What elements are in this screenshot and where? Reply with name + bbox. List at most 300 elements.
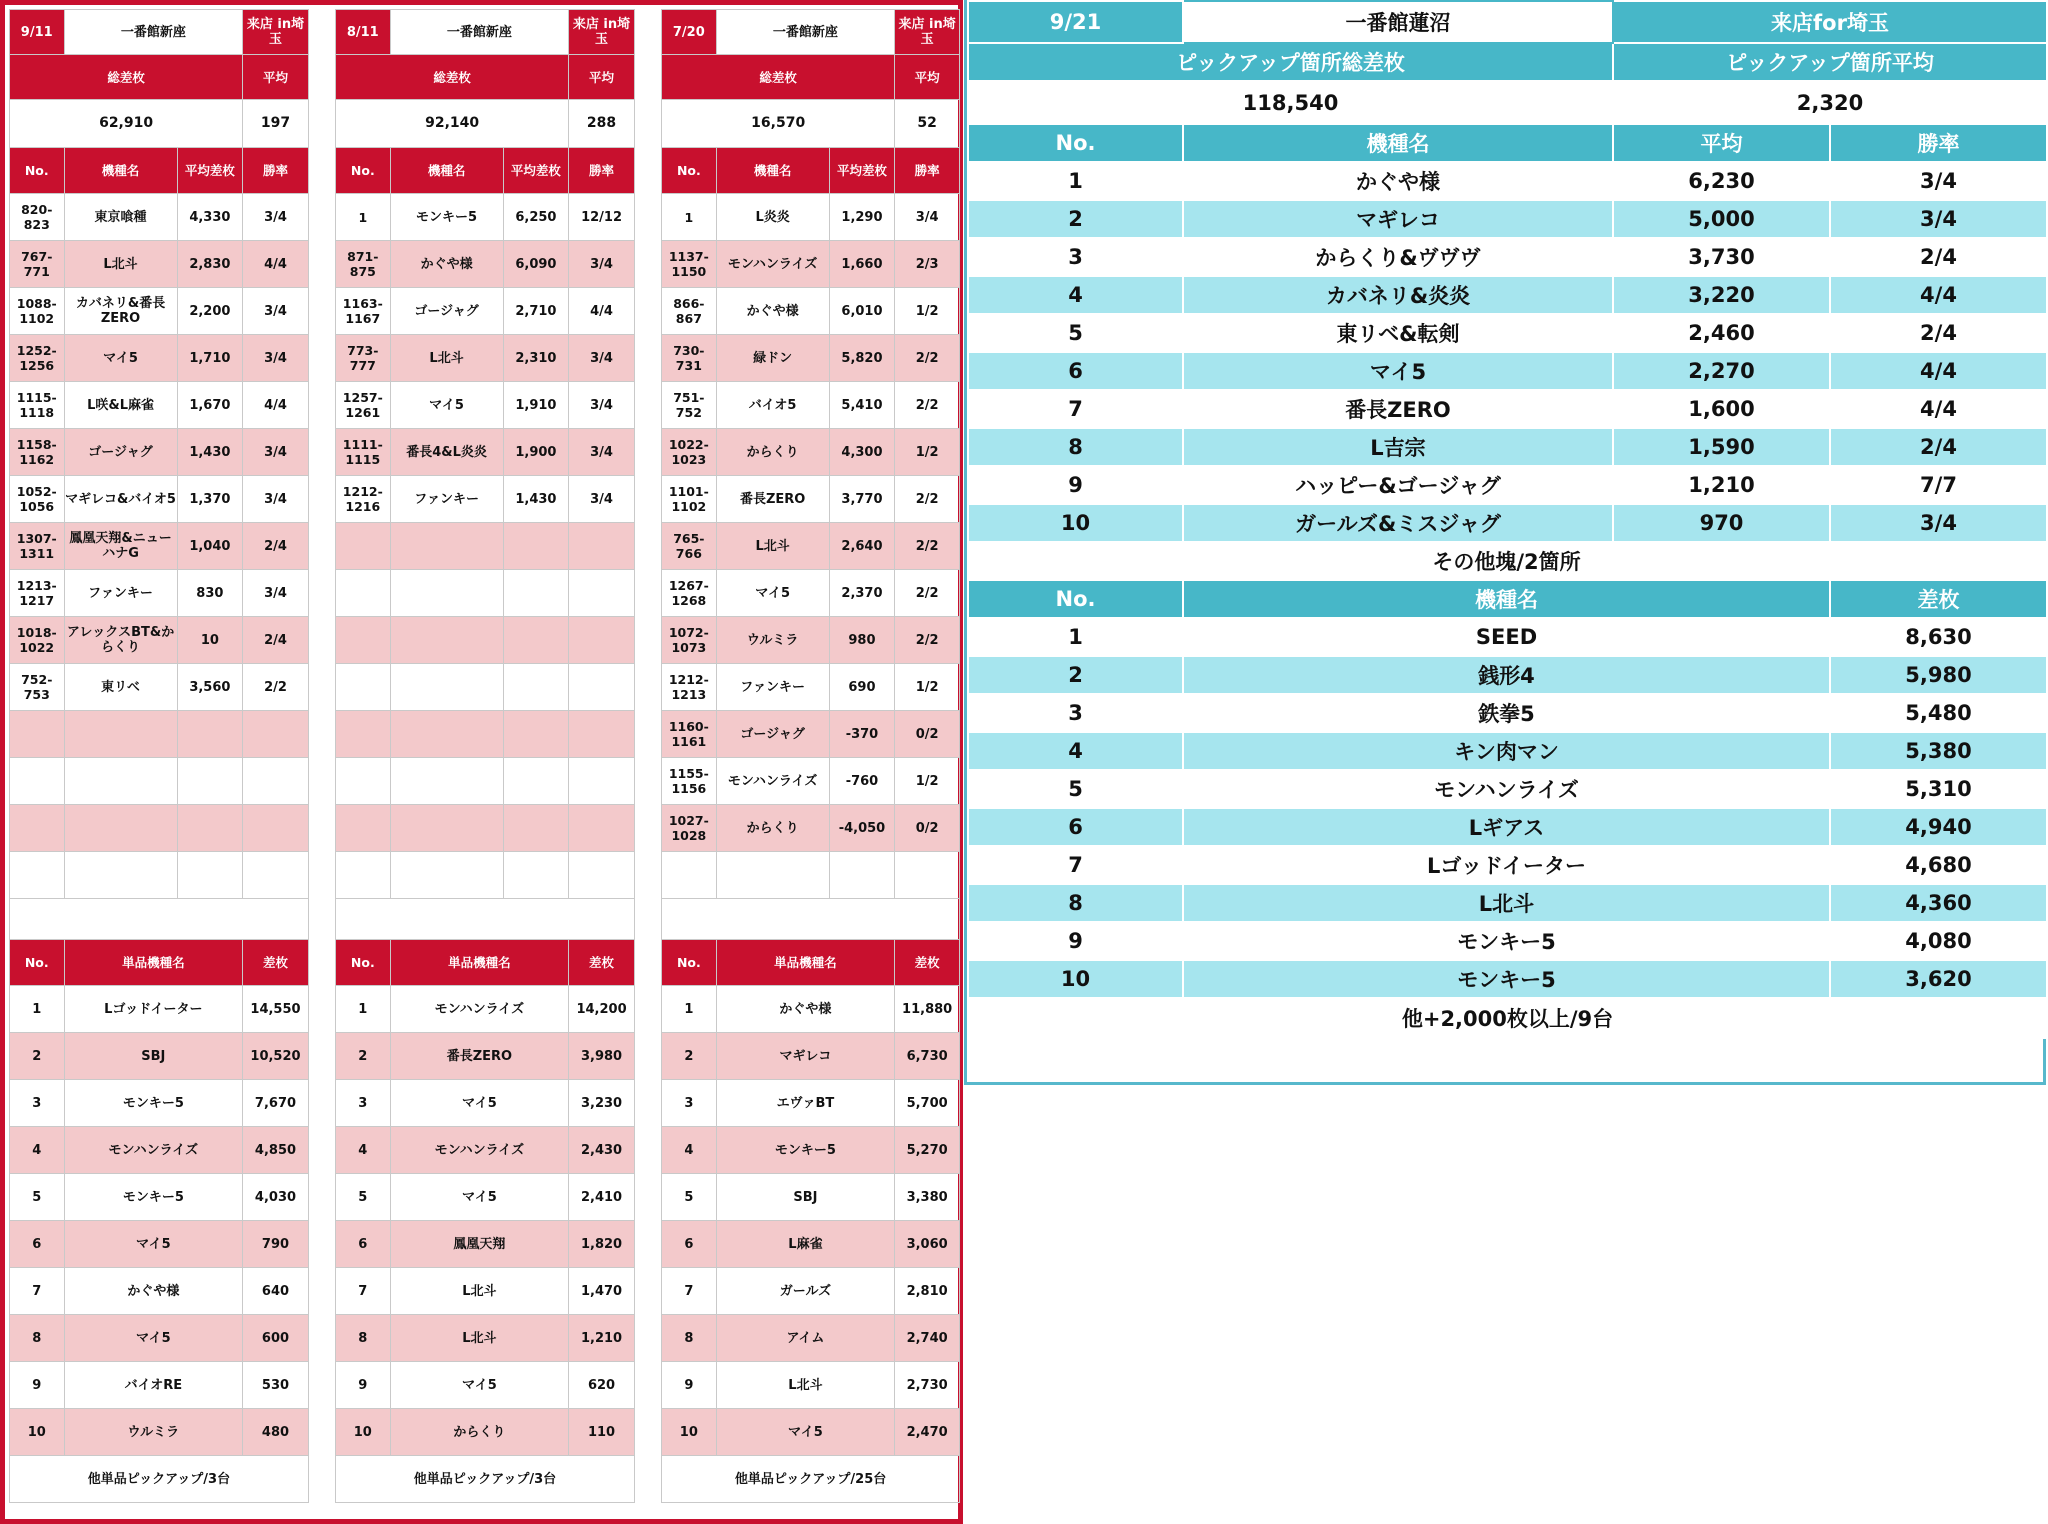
avg-diff-cell: 1,910 bbox=[503, 382, 569, 429]
avg-diff-cell: 6,230 bbox=[1613, 162, 1830, 200]
machine-name-cell: アレックスBT&からくり bbox=[64, 617, 177, 664]
machine-name-cell: マギレコ&バイオ5 bbox=[64, 476, 177, 523]
column-gap bbox=[308, 758, 335, 805]
machine-number-cell: 1212-1216 bbox=[336, 476, 391, 523]
machine-name-cell: からくり&ヴヴヴ bbox=[1183, 238, 1613, 276]
single-machine-name-cell: L北斗 bbox=[716, 1362, 895, 1409]
avg-diff-cell: 4,300 bbox=[829, 429, 895, 476]
avg-diff-cell: 3,220 bbox=[1613, 276, 1830, 314]
avg-diff-cell: 6,010 bbox=[829, 288, 895, 335]
column-gap bbox=[634, 899, 661, 940]
column-gap bbox=[634, 570, 661, 617]
single-machine-name-cell: L北斗 bbox=[390, 1315, 569, 1362]
machine-number-cell bbox=[336, 805, 391, 852]
machine-number-cell: 1160-1161 bbox=[662, 711, 717, 758]
average-value: 288 bbox=[569, 100, 635, 148]
single-machine-name-cell: マイ5 bbox=[390, 1362, 569, 1409]
other-clusters-note: その他塊/2箇所 bbox=[1183, 542, 1830, 580]
machine-number-cell: 1137-1150 bbox=[662, 241, 717, 288]
machine-number-cell: 1213-1217 bbox=[10, 570, 65, 617]
win-rate-cell: 4/4 bbox=[1830, 390, 2047, 428]
win-rate-cell: 2/2 bbox=[895, 570, 960, 617]
win-rate-cell: 3/4 bbox=[243, 335, 309, 382]
machine-name-cell: マギレコ bbox=[1183, 200, 1613, 238]
machine-name-cell: ファンキー bbox=[716, 664, 829, 711]
single-machine-name-cell: ガールズ bbox=[716, 1268, 895, 1315]
single-machine-name-cell: SBJ bbox=[716, 1174, 895, 1221]
single-machine-name-cell: Lゴッドイーター bbox=[1183, 846, 1830, 884]
single-machine-name-cell: L麻雀 bbox=[716, 1221, 895, 1268]
single-machine-name-cell: キン肉マン bbox=[1183, 732, 1830, 770]
avg-diff-cell: 2,200 bbox=[177, 288, 243, 335]
rank-cell: 5 bbox=[968, 314, 1183, 352]
machine-name-cell: モンハンライズ bbox=[716, 241, 829, 288]
rank-cell: 7 bbox=[10, 1268, 65, 1315]
win-rate-cell: 3/4 bbox=[243, 288, 309, 335]
column-gap bbox=[308, 10, 335, 55]
column-gap bbox=[634, 55, 661, 100]
single-machine-name-cell: Lギアス bbox=[1183, 808, 1830, 846]
column-gap bbox=[308, 429, 335, 476]
rank-cell: 8 bbox=[968, 428, 1183, 466]
avg-diff-cell: 1,900 bbox=[503, 429, 569, 476]
machine-name-cell: 鳳凰天翔&ニューハナG bbox=[64, 523, 177, 570]
column-gap bbox=[308, 194, 335, 241]
rank-cell: 3 bbox=[662, 1080, 717, 1127]
win-rate-cell bbox=[243, 758, 309, 805]
single-machine-name-cell: SEED bbox=[1183, 618, 1830, 656]
single-diff-cell: 620 bbox=[569, 1362, 635, 1409]
machine-name-cell: 緑ドン bbox=[716, 335, 829, 382]
column-gap bbox=[308, 1127, 335, 1174]
single-machine-name-cell: モンハンライズ bbox=[1183, 770, 1830, 808]
rank-cell: 1 bbox=[968, 162, 1183, 200]
column-gap bbox=[634, 1315, 661, 1362]
avg-diff-cell: 6,090 bbox=[503, 241, 569, 288]
machine-name-cell: ゴージャグ bbox=[716, 711, 829, 758]
column-gap bbox=[634, 1456, 661, 1503]
column-gap bbox=[308, 899, 335, 940]
machine-name-cell: ハッピー&ゴージャグ bbox=[1183, 466, 1613, 504]
avg-diff-cell: 690 bbox=[829, 664, 895, 711]
machine-number-cell: 1018-1022 bbox=[10, 617, 65, 664]
rank-cell: 10 bbox=[336, 1409, 391, 1456]
single-machine-name-cell: 番長ZERO bbox=[390, 1033, 569, 1080]
column-gap bbox=[308, 1315, 335, 1362]
machine-number-cell: 1 bbox=[336, 194, 391, 241]
rank-cell: 10 bbox=[10, 1409, 65, 1456]
single-diff-cell: 8,630 bbox=[1830, 618, 2047, 656]
machine-number-cell bbox=[10, 711, 65, 758]
rank-cell: 1 bbox=[968, 618, 1183, 656]
machine-name-cell bbox=[390, 523, 503, 570]
rank-cell: 1 bbox=[662, 986, 717, 1033]
avg-diff-cell: 1,590 bbox=[1613, 428, 1830, 466]
past-results-table bbox=[9, 9, 960, 1503]
win-rate-cell: 0/2 bbox=[895, 711, 960, 758]
single-machine-name-cell: SBJ bbox=[64, 1033, 243, 1080]
win-rate-cell bbox=[569, 617, 635, 664]
rank-cell: 3 bbox=[336, 1080, 391, 1127]
machine-number-cell bbox=[10, 852, 65, 899]
column-gap bbox=[308, 1174, 335, 1221]
single-machine-name-cell: からくり bbox=[390, 1409, 569, 1456]
rank-cell: 8 bbox=[10, 1315, 65, 1362]
win-rate-cell: 7/7 bbox=[1830, 466, 2047, 504]
pickup-footer: 他単品ピックアップ/3台 bbox=[336, 1456, 635, 1503]
total-value: 16,570 bbox=[662, 100, 895, 148]
date-cell: 7/20 bbox=[662, 10, 717, 55]
rank-cell: 5 bbox=[968, 770, 1183, 808]
machine-name-cell: L北斗 bbox=[64, 241, 177, 288]
single-machine-name-cell: モンハンライズ bbox=[390, 1127, 569, 1174]
column-gap bbox=[634, 664, 661, 711]
win-rate-cell: 3/4 bbox=[569, 241, 635, 288]
single-machine-name-cell: 銭形4 bbox=[1183, 656, 1830, 694]
rank-cell: 7 bbox=[968, 846, 1183, 884]
rank-cell: 2 bbox=[968, 656, 1183, 694]
machine-name-cell: マイ5 bbox=[1183, 352, 1613, 390]
machine-name-cell: 番長ZERO bbox=[1183, 390, 1613, 428]
avg-diff-cell: 980 bbox=[829, 617, 895, 664]
machine-name-cell: L北斗 bbox=[390, 335, 503, 382]
single-diff-cell: 4,030 bbox=[243, 1174, 309, 1221]
column-gap bbox=[634, 335, 661, 382]
rank-cell: 4 bbox=[336, 1127, 391, 1174]
machine-number-cell: 765-766 bbox=[662, 523, 717, 570]
spacer-cell bbox=[336, 899, 635, 940]
machine-number-cell bbox=[336, 570, 391, 617]
single-diff-cell: 1,820 bbox=[569, 1221, 635, 1268]
column-gap bbox=[634, 100, 661, 148]
single-diff-cell: 600 bbox=[243, 1315, 309, 1362]
machine-name-cell bbox=[390, 805, 503, 852]
win-rate-cell: 2/2 bbox=[895, 382, 960, 429]
rank-cell: 5 bbox=[336, 1174, 391, 1221]
date-cell: 9/21 bbox=[968, 1, 1183, 43]
avg-diff-cell: 2,830 bbox=[177, 241, 243, 288]
column-gap bbox=[634, 288, 661, 335]
avg-diff-cell bbox=[503, 758, 569, 805]
machine-name-cell: L吉宗 bbox=[1183, 428, 1613, 466]
win-rate-cell bbox=[243, 805, 309, 852]
column-gap bbox=[308, 1362, 335, 1409]
win-rate-cell: 3/4 bbox=[1830, 162, 2047, 200]
rank-cell: 4 bbox=[968, 732, 1183, 770]
rank-cell: 9 bbox=[10, 1362, 65, 1409]
single-diff-cell: 4,360 bbox=[1830, 884, 2047, 922]
single-machine-name-cell: 鳳凰天翔 bbox=[390, 1221, 569, 1268]
machine-number-cell: 1088-1102 bbox=[10, 288, 65, 335]
win-rate-cell: 2/2 bbox=[895, 476, 960, 523]
machine-name-cell: かぐや様 bbox=[390, 241, 503, 288]
rank-cell: 6 bbox=[336, 1221, 391, 1268]
column-gap bbox=[308, 940, 335, 986]
column-header: 勝率 bbox=[243, 148, 309, 194]
store-name-cell: 一番館新座 bbox=[64, 10, 243, 55]
column-gap bbox=[634, 852, 661, 899]
column-header: 差枚 bbox=[895, 940, 960, 986]
column-gap bbox=[634, 1409, 661, 1456]
machine-number-cell bbox=[336, 852, 391, 899]
single-machine-name-cell: モンキー5 bbox=[1183, 922, 1830, 960]
win-rate-cell: 1/2 bbox=[895, 758, 960, 805]
avg-diff-cell bbox=[177, 711, 243, 758]
rank-cell: 1 bbox=[10, 986, 65, 1033]
single-diff-cell: 3,060 bbox=[895, 1221, 960, 1268]
single-machine-name-cell: マイ5 bbox=[390, 1080, 569, 1127]
column-gap bbox=[308, 664, 335, 711]
column-gap bbox=[634, 1221, 661, 1268]
column-gap bbox=[634, 429, 661, 476]
rank-cell: 2 bbox=[336, 1033, 391, 1080]
machine-name-cell: からくり bbox=[716, 805, 829, 852]
avg-diff-cell bbox=[503, 711, 569, 758]
column-gap bbox=[308, 986, 335, 1033]
machine-number-cell bbox=[10, 805, 65, 852]
machine-name-cell: マイ5 bbox=[390, 382, 503, 429]
machine-name-cell: L炎炎 bbox=[716, 194, 829, 241]
date-cell: 8/11 bbox=[336, 10, 391, 55]
single-diff-cell: 2,730 bbox=[895, 1362, 960, 1409]
total-value: 62,910 bbox=[10, 100, 243, 148]
win-rate-cell: 3/4 bbox=[1830, 200, 2047, 238]
machine-number-cell bbox=[336, 758, 391, 805]
single-diff-cell: 5,380 bbox=[1830, 732, 2047, 770]
avg-diff-cell bbox=[503, 852, 569, 899]
column-header: 差枚 bbox=[243, 940, 309, 986]
win-rate-cell: 4/4 bbox=[1830, 352, 2047, 390]
machine-number-cell: 866-867 bbox=[662, 288, 717, 335]
machine-number-cell: 1101-1102 bbox=[662, 476, 717, 523]
single-diff-cell: 2,740 bbox=[895, 1315, 960, 1362]
machine-number-cell: 1163-1167 bbox=[336, 288, 391, 335]
column-header: No. bbox=[968, 124, 1183, 162]
avg-diff-cell bbox=[503, 805, 569, 852]
single-machine-name-cell: L北斗 bbox=[1183, 884, 1830, 922]
avg-diff-cell: 2,310 bbox=[503, 335, 569, 382]
current-event-table bbox=[967, 0, 2048, 1039]
win-rate-cell: 2/4 bbox=[1830, 314, 2047, 352]
single-machine-name-cell: かぐや様 bbox=[64, 1268, 243, 1315]
avg-diff-cell: 1,430 bbox=[177, 429, 243, 476]
column-gap bbox=[634, 148, 661, 194]
single-machine-name-cell: 鉄拳5 bbox=[1183, 694, 1830, 732]
single-diff-cell: 10,520 bbox=[243, 1033, 309, 1080]
column-gap bbox=[634, 940, 661, 986]
store-name-cell: 一番館蓮沼 bbox=[1183, 1, 1613, 43]
win-rate-cell: 3/4 bbox=[243, 194, 309, 241]
win-rate-cell bbox=[569, 805, 635, 852]
avg-diff-cell bbox=[177, 805, 243, 852]
total-label: ピックアップ箇所総差枚 bbox=[968, 43, 1613, 81]
column-gap bbox=[634, 758, 661, 805]
column-gap bbox=[634, 1033, 661, 1080]
machine-name-cell bbox=[64, 852, 177, 899]
win-rate-cell: 2/2 bbox=[895, 523, 960, 570]
column-header: 平均差枚 bbox=[177, 148, 243, 194]
machine-name-cell: かぐや様 bbox=[1183, 162, 1613, 200]
rank-cell: 8 bbox=[336, 1315, 391, 1362]
column-gap bbox=[308, 55, 335, 100]
machine-number-cell: 1052-1056 bbox=[10, 476, 65, 523]
single-machine-name-cell: ウルミラ bbox=[64, 1409, 243, 1456]
column-gap bbox=[308, 382, 335, 429]
avg-diff-cell: 2,370 bbox=[829, 570, 895, 617]
pickup-footer: 他+2,000枚以上/9台 bbox=[968, 998, 2047, 1038]
avg-diff-cell bbox=[503, 617, 569, 664]
machine-name-cell bbox=[390, 711, 503, 758]
avg-diff-cell bbox=[829, 852, 895, 899]
machine-name-cell: モンキー5 bbox=[390, 194, 503, 241]
machine-number-cell: 1155-1156 bbox=[662, 758, 717, 805]
single-machine-name-cell: モンキー5 bbox=[64, 1174, 243, 1221]
machine-name-cell: バイオ5 bbox=[716, 382, 829, 429]
avg-diff-cell: 5,000 bbox=[1613, 200, 1830, 238]
single-diff-cell: 5,310 bbox=[1830, 770, 2047, 808]
column-gap bbox=[308, 617, 335, 664]
column-gap bbox=[634, 382, 661, 429]
avg-diff-cell: 1,430 bbox=[503, 476, 569, 523]
win-rate-cell: 3/4 bbox=[243, 570, 309, 617]
win-rate-cell: 2/4 bbox=[243, 523, 309, 570]
single-diff-cell: 6,730 bbox=[895, 1033, 960, 1080]
avg-diff-cell: 1,660 bbox=[829, 241, 895, 288]
machine-number-cell: 871-875 bbox=[336, 241, 391, 288]
single-diff-cell: 3,230 bbox=[569, 1080, 635, 1127]
visit-badge-cell: 来店for埼玉 bbox=[1613, 1, 2047, 43]
avg-diff-cell: 10 bbox=[177, 617, 243, 664]
win-rate-cell: 4/4 bbox=[243, 382, 309, 429]
rank-cell: 4 bbox=[968, 276, 1183, 314]
win-rate-cell: 1/2 bbox=[895, 288, 960, 335]
avg-diff-cell: 2,640 bbox=[829, 523, 895, 570]
machine-name-cell: L北斗 bbox=[716, 523, 829, 570]
column-gap bbox=[634, 711, 661, 758]
machine-number-cell bbox=[662, 852, 717, 899]
machine-number-cell bbox=[336, 711, 391, 758]
machine-name-cell: カバネリ&炎炎 bbox=[1183, 276, 1613, 314]
rank-cell: 7 bbox=[662, 1268, 717, 1315]
rank-cell: 1 bbox=[336, 986, 391, 1033]
column-header: 単品機種名 bbox=[390, 940, 569, 986]
avg-diff-cell: 2,270 bbox=[1613, 352, 1830, 390]
machine-name-cell bbox=[64, 805, 177, 852]
column-gap bbox=[308, 805, 335, 852]
column-gap bbox=[634, 476, 661, 523]
visit-badge-cell: 来店 in埼玉 bbox=[569, 10, 635, 55]
machine-name-cell: 東リベ bbox=[64, 664, 177, 711]
win-rate-cell bbox=[895, 852, 960, 899]
single-machine-name-cell: マギレコ bbox=[716, 1033, 895, 1080]
rank-cell: 6 bbox=[662, 1221, 717, 1268]
rank-cell: 8 bbox=[662, 1315, 717, 1362]
column-header: 単品機種名 bbox=[64, 940, 243, 986]
column-header: No. bbox=[336, 148, 391, 194]
single-diff-cell: 5,270 bbox=[895, 1127, 960, 1174]
column-gap bbox=[308, 241, 335, 288]
single-diff-cell: 5,480 bbox=[1830, 694, 2047, 732]
machine-number-cell: 820-823 bbox=[10, 194, 65, 241]
machine-name-cell bbox=[390, 570, 503, 617]
single-diff-cell: 640 bbox=[243, 1268, 309, 1315]
machine-name-cell: ファンキー bbox=[390, 476, 503, 523]
win-rate-cell: 1/2 bbox=[895, 429, 960, 476]
single-machine-name-cell: モンハンライズ bbox=[390, 986, 569, 1033]
rank-cell: 8 bbox=[968, 884, 1183, 922]
single-machine-name-cell: モンキー5 bbox=[64, 1080, 243, 1127]
machine-name-cell: モンハンライズ bbox=[716, 758, 829, 805]
single-diff-cell: 3,380 bbox=[895, 1174, 960, 1221]
avg-diff-cell: 970 bbox=[1613, 504, 1830, 542]
win-rate-cell bbox=[243, 852, 309, 899]
single-machine-name-cell: モンハンライズ bbox=[64, 1127, 243, 1174]
single-machine-name-cell: アイム bbox=[716, 1315, 895, 1362]
column-gap bbox=[308, 148, 335, 194]
average-label: 平均 bbox=[243, 55, 309, 100]
column-gap bbox=[308, 852, 335, 899]
avg-diff-cell: 1,290 bbox=[829, 194, 895, 241]
single-diff-cell: 14,200 bbox=[569, 986, 635, 1033]
avg-diff-cell: 1,600 bbox=[1613, 390, 1830, 428]
average-value: 197 bbox=[243, 100, 309, 148]
avg-diff-cell: 4,330 bbox=[177, 194, 243, 241]
column-gap bbox=[634, 617, 661, 664]
pickup-footer: 他単品ピックアップ/3台 bbox=[10, 1456, 309, 1503]
rank-cell: 9 bbox=[336, 1362, 391, 1409]
left-report-panel bbox=[0, 0, 963, 1524]
column-header: 勝率 bbox=[895, 148, 960, 194]
store-name-cell: 一番館新座 bbox=[716, 10, 895, 55]
column-gap bbox=[634, 1127, 661, 1174]
spacer-cell bbox=[10, 899, 309, 940]
machine-name-cell: ファンキー bbox=[64, 570, 177, 617]
single-diff-cell: 1,470 bbox=[569, 1268, 635, 1315]
win-rate-cell: 12/12 bbox=[569, 194, 635, 241]
single-diff-cell: 1,210 bbox=[569, 1315, 635, 1362]
machine-number-cell: 773-777 bbox=[336, 335, 391, 382]
column-gap bbox=[634, 986, 661, 1033]
machine-number-cell: 1257-1261 bbox=[336, 382, 391, 429]
single-diff-cell: 4,850 bbox=[243, 1127, 309, 1174]
avg-diff-cell: 1,710 bbox=[177, 335, 243, 382]
single-diff-cell: 11,880 bbox=[895, 986, 960, 1033]
blank-cell bbox=[968, 542, 1183, 580]
machine-name-cell bbox=[390, 852, 503, 899]
column-header: 平均差枚 bbox=[503, 148, 569, 194]
avg-diff-cell bbox=[177, 852, 243, 899]
column-gap bbox=[308, 1409, 335, 1456]
win-rate-cell bbox=[569, 570, 635, 617]
column-header: 差枚 bbox=[1830, 580, 2047, 618]
date-cell: 9/11 bbox=[10, 10, 65, 55]
column-header: 差枚 bbox=[569, 940, 635, 986]
rank-cell: 2 bbox=[968, 200, 1183, 238]
single-diff-cell: 3,620 bbox=[1830, 960, 2047, 998]
column-header: 機種名 bbox=[64, 148, 177, 194]
column-header: 平均 bbox=[1613, 124, 1830, 162]
rank-cell: 3 bbox=[968, 694, 1183, 732]
machine-name-cell: かぐや様 bbox=[716, 288, 829, 335]
machine-name-cell: ゴージャグ bbox=[390, 288, 503, 335]
win-rate-cell: 1/2 bbox=[895, 664, 960, 711]
column-gap bbox=[634, 10, 661, 55]
avg-diff-cell: 1,670 bbox=[177, 382, 243, 429]
single-machine-name-cell: マイ5 bbox=[64, 1315, 243, 1362]
win-rate-cell: 3/4 bbox=[1830, 504, 2047, 542]
rank-cell: 6 bbox=[10, 1221, 65, 1268]
single-machine-name-cell: モンキー5 bbox=[1183, 960, 1830, 998]
